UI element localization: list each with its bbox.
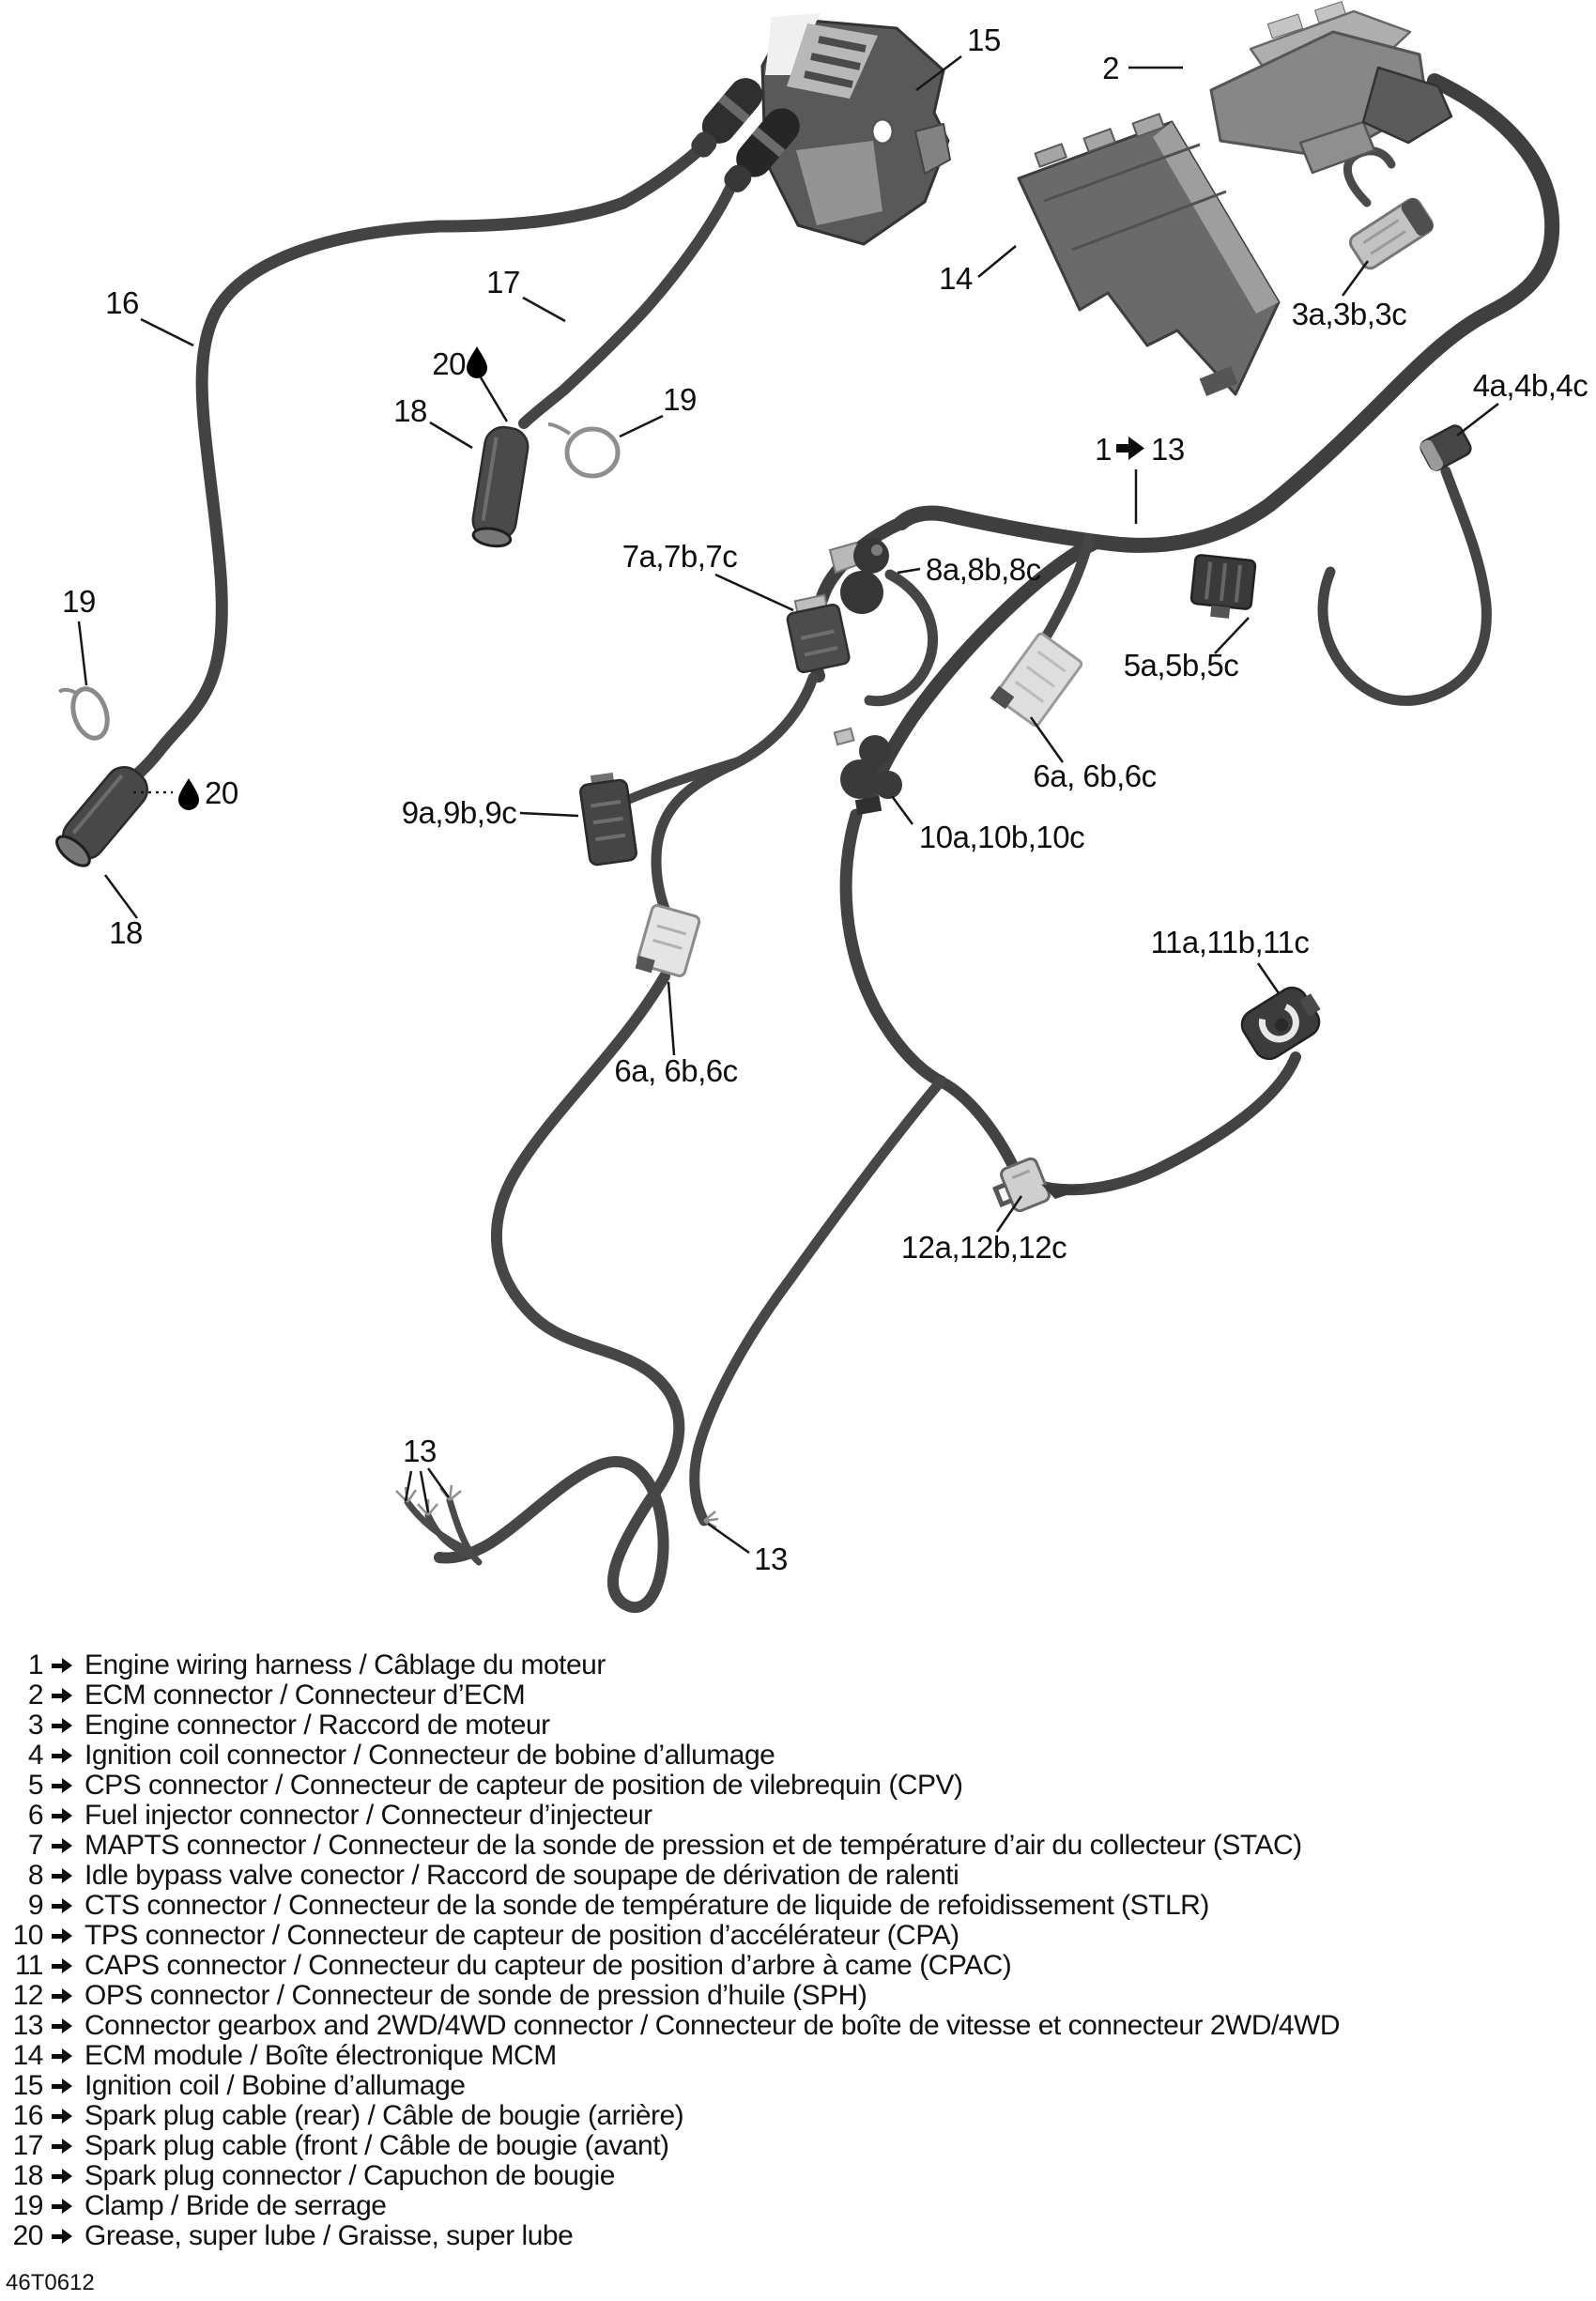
label-spark-cable-rear: 16 bbox=[105, 285, 139, 320]
arrow-icon bbox=[51, 1897, 73, 1914]
legend-num: 8 bbox=[27, 1860, 43, 1891]
label-mapts: 7a,7b,7c bbox=[622, 539, 738, 574]
label-grease-left: 20 bbox=[205, 775, 238, 810]
label-engine-connector: 3a,3b,3c bbox=[1291, 297, 1407, 331]
legend-row-6 bbox=[0, 1801, 1596, 1831]
legend-row-19 bbox=[0, 2191, 1596, 2221]
legend-row-13 bbox=[0, 2011, 1596, 2041]
legend-num: 15 bbox=[12, 2070, 43, 2101]
ecm-module bbox=[1019, 114, 1279, 396]
caps-connector bbox=[1236, 979, 1329, 1065]
arrow-icon bbox=[51, 2078, 73, 2094]
legend-text: MAPTS connector / Connecteur de la sonde de pression et de température d’air du collecteur (STAC) bbox=[84, 1830, 1302, 1861]
arrow-icon bbox=[51, 1867, 73, 1884]
legend-row-10 bbox=[0, 1921, 1596, 1951]
legend-num: 18 bbox=[12, 2160, 43, 2191]
coil-mount-hole bbox=[872, 119, 893, 144]
legend-num: 6 bbox=[27, 1800, 43, 1831]
legend-num: 13 bbox=[12, 2010, 43, 2041]
arrow-icon bbox=[51, 2048, 73, 2064]
cts-connector bbox=[578, 771, 637, 866]
legend-num: 20 bbox=[12, 2220, 43, 2251]
legend-text: Engine connector / Raccord de moteur bbox=[84, 1710, 550, 1741]
legend-text: Spark plug connector / Capuchon de bougie bbox=[84, 2160, 615, 2191]
legend-text: Connector gearbox and 2WD/4WD connector / Connecteur de boîte de vitesse et connecteur 2WD/4WD bbox=[84, 2010, 1341, 2041]
legend-text: Idle bypass valve conector / Raccord de soupape de dérivation de ralenti bbox=[84, 1860, 959, 1891]
label-grease-top: 20 bbox=[432, 346, 466, 381]
label-ignition-coil: 15 bbox=[967, 23, 1001, 57]
label-ignition-coil-connector: 4a,4b,4c bbox=[1472, 368, 1588, 403]
arrow-icon bbox=[51, 2108, 73, 2125]
legend-num: 14 bbox=[12, 2040, 43, 2071]
legend-text: Fuel injector connector / Connecteur d’injecteur bbox=[84, 1800, 652, 1831]
legend-text: Ignition coil connector / Connecteur de bobine d’allumage bbox=[84, 1740, 775, 1771]
legend-row-11 bbox=[0, 1951, 1596, 1981]
arrow-icon bbox=[51, 1957, 73, 1974]
label-cts: 9a,9b,9c bbox=[401, 795, 517, 830]
label-boot-top: 18 bbox=[393, 393, 427, 428]
spark-plug-connector-left bbox=[51, 759, 155, 872]
label-tps: 10a,10b,10c bbox=[918, 820, 1085, 854]
label-gearbox-left: 13 bbox=[403, 1434, 437, 1468]
legend-text: TPS connector / Connecteur de capteur de position d’accélérateur (CPA) bbox=[84, 1920, 959, 1951]
legend-row-1 bbox=[0, 1650, 1596, 1680]
legend bbox=[0, 1650, 1596, 2251]
legend-row-8 bbox=[0, 1861, 1596, 1891]
legend-text: Spark plug cable (rear) / Câble de bougie (arrière) bbox=[84, 2100, 684, 2131]
legend-row-5 bbox=[0, 1771, 1596, 1801]
valve-lobe-lower bbox=[840, 571, 883, 614]
ops-caps-cable bbox=[941, 1057, 1296, 1189]
arrow-icon bbox=[51, 1927, 73, 1944]
legend-text: CTS connector / Connecteur de la sonde de température de liquide de refoidissement (STLR) bbox=[84, 1890, 1209, 1921]
arrow-icon bbox=[1116, 437, 1144, 460]
legend-row-20 bbox=[0, 2221, 1596, 2251]
arrow-icon bbox=[51, 1657, 73, 1674]
label-clamp-top: 19 bbox=[663, 382, 697, 417]
legend-num: 16 bbox=[12, 2100, 43, 2131]
label-caps: 11a,11b,11c bbox=[1150, 925, 1310, 959]
arrow-icon bbox=[51, 1717, 73, 1734]
fray-tip-3 bbox=[440, 1485, 461, 1500]
gearbox-wire-right-cable bbox=[695, 1081, 941, 1521]
legend-num: 9 bbox=[27, 1890, 43, 1921]
arrow-icon bbox=[51, 1837, 73, 1854]
label-ops: 12a,12b,12c bbox=[900, 1230, 1067, 1265]
label-cps: 5a,5b,5c bbox=[1123, 648, 1239, 683]
legend-num: 2 bbox=[27, 1680, 43, 1710]
legend-row-17 bbox=[0, 2131, 1596, 2161]
legend-num: 7 bbox=[27, 1830, 43, 1861]
mapts-connector bbox=[784, 592, 851, 673]
tps-tab bbox=[835, 729, 854, 744]
legend-text: Grease, super lube / Graisse, super lube bbox=[84, 2220, 574, 2251]
legend-text: ECM connector / Connecteur d’ECM bbox=[84, 1680, 526, 1710]
clamp-left bbox=[59, 680, 113, 744]
legend-num: 4 bbox=[27, 1740, 43, 1771]
arrow-icon bbox=[51, 2138, 73, 2155]
tps-lobe-2 bbox=[840, 759, 880, 799]
legend-row-14 bbox=[0, 2041, 1596, 2071]
valve-lobe-shine bbox=[871, 545, 882, 556]
label-gearbox-right: 13 bbox=[754, 1542, 788, 1576]
engine-connector bbox=[1347, 196, 1435, 271]
legend-text: CPS connector / Connecteur de capteur de position de vilebrequin (CPV) bbox=[84, 1770, 963, 1801]
legend-text: Clamp / Bride de serrage bbox=[84, 2190, 387, 2221]
label-injector-left: 6a, 6b,6c bbox=[614, 1053, 738, 1088]
grease-drop-icon-left bbox=[178, 778, 199, 810]
legend-row-12 bbox=[0, 1981, 1596, 2011]
tps-lobe-3 bbox=[874, 771, 902, 799]
arrow-icon bbox=[51, 2168, 73, 2185]
legend-row-7 bbox=[0, 1831, 1596, 1861]
legend-num: 17 bbox=[12, 2130, 43, 2161]
legend-row-9 bbox=[0, 1891, 1596, 1921]
leader-lines bbox=[79, 56, 1498, 1553]
legend-num: 3 bbox=[27, 1710, 43, 1741]
label-idle-bypass: 8a,8b,8c bbox=[926, 552, 1041, 587]
legend-row-4 bbox=[0, 1741, 1596, 1771]
legend-text: Engine wiring harness / Câblage du moteur bbox=[84, 1649, 606, 1680]
arrow-icon bbox=[51, 1687, 73, 1704]
figure-code: 46T0612 bbox=[6, 2270, 95, 2295]
label-harness-prefix: 1 bbox=[1095, 432, 1112, 467]
legend-row-16 bbox=[0, 2101, 1596, 2131]
arrow-icon bbox=[51, 1807, 73, 1824]
legend-text: OPS connector / Connecteur de sonde de pression d’huile (SPH) bbox=[84, 1980, 867, 2011]
legend-row-15 bbox=[0, 2071, 1596, 2101]
fuel-injector-connector-right bbox=[990, 631, 1083, 729]
grease-drop-icon-top bbox=[467, 346, 487, 378]
legend-num: 10 bbox=[12, 1920, 43, 1951]
tps-long-cable bbox=[846, 815, 941, 1081]
valve-lobe-upper bbox=[853, 538, 889, 574]
legend-text: Ignition coil / Bobine d’allumage bbox=[84, 2070, 466, 2101]
legend-text: CAPS connector / Connecteur du capteur de position d’arbre à came (CPAC) bbox=[84, 1950, 1012, 1981]
arrow-icon bbox=[51, 1777, 73, 1794]
label-harness bbox=[1095, 432, 1185, 467]
label-clamp-left: 19 bbox=[62, 584, 96, 619]
arrow-icon bbox=[51, 1987, 73, 2004]
label-spark-cable-front: 17 bbox=[486, 265, 520, 299]
legend-num: 1 bbox=[27, 1649, 43, 1680]
coil-connector-loop bbox=[1323, 471, 1486, 700]
legend-row-2 bbox=[0, 1680, 1596, 1710]
mapts-pigtail bbox=[656, 678, 813, 909]
legend-num: 11 bbox=[14, 1950, 43, 1981]
cps-connector bbox=[1189, 555, 1255, 621]
label-harness-suffix: 13 bbox=[1151, 432, 1185, 467]
label-boot-left: 18 bbox=[109, 915, 143, 950]
ecm-connector bbox=[1211, 2, 1451, 173]
arrow-icon bbox=[51, 2017, 73, 2034]
legend-num: 5 bbox=[27, 1770, 43, 1801]
legend-num: 19 bbox=[12, 2190, 43, 2221]
legend-row-18 bbox=[0, 2161, 1596, 2191]
legend-text: Spark plug cable (front / Câble de bougie (avant) bbox=[84, 2130, 669, 2161]
legend-text: ECM module / Boîte électronique MCM bbox=[84, 2040, 557, 2071]
arrow-icon bbox=[51, 1747, 73, 1764]
arrow-icon bbox=[51, 2228, 73, 2245]
label-ecm-connector: 2 bbox=[1102, 51, 1119, 85]
label-ecm-module: 14 bbox=[939, 261, 973, 296]
spark-plug-connector-top bbox=[469, 424, 530, 549]
clamp-top bbox=[548, 424, 618, 476]
legend-num: 12 bbox=[12, 1980, 43, 2011]
fuel-injector-connector-left bbox=[636, 904, 701, 982]
arrow-icon bbox=[51, 2198, 73, 2215]
legend-row-3 bbox=[0, 1710, 1596, 1741]
label-injector-right: 6a, 6b,6c bbox=[1033, 759, 1157, 793]
